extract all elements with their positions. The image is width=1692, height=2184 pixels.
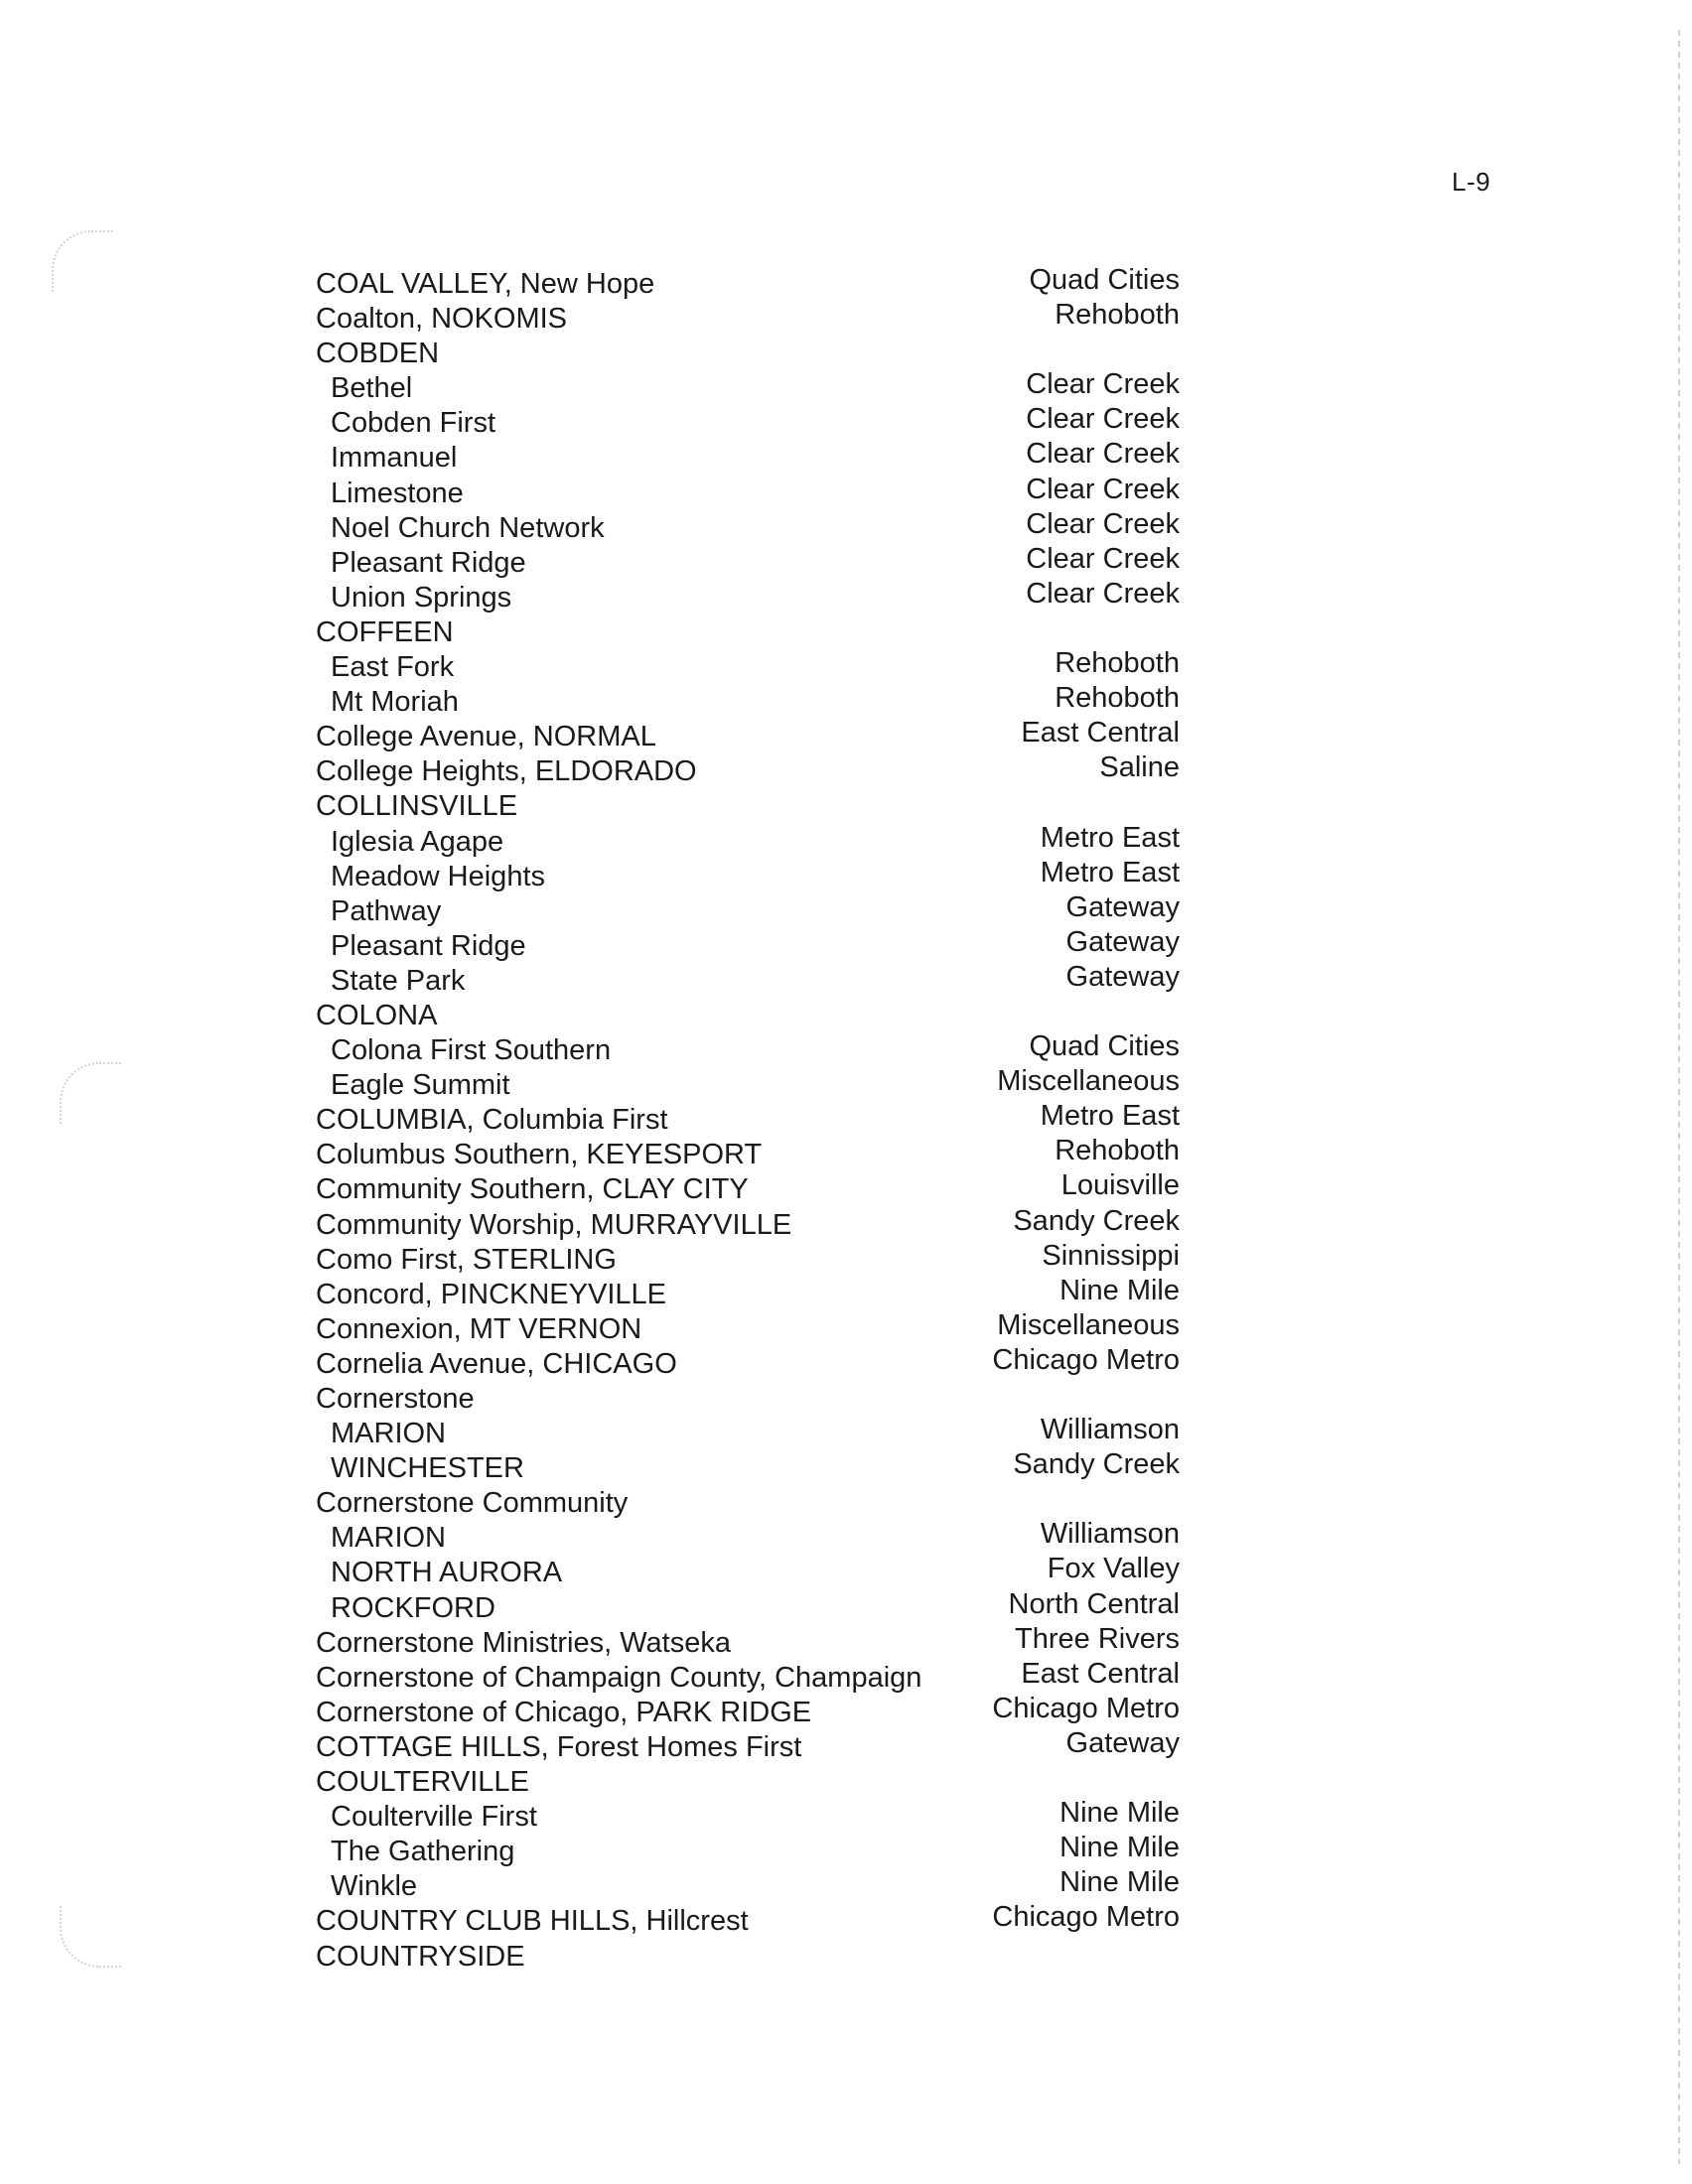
listing-row (316, 1587, 1180, 1627)
church-name: MARION (331, 1418, 446, 1450)
association-name: Louisville (1060, 1169, 1180, 1202)
church-name: Pleasant Ridge (331, 929, 526, 962)
location-entry: College Avenue, NORMAL (316, 721, 656, 753)
church-name: The Gathering (331, 1836, 515, 1868)
church-name: Immanuel (331, 442, 458, 475)
association-name: Sandy Creek (1013, 1448, 1180, 1481)
association-name: Miscellaneous (997, 1308, 1180, 1341)
church-name: NORTH AURORA (331, 1557, 563, 1589)
listing-row (316, 1383, 1180, 1418)
scan-edge-line (1678, 30, 1680, 2164)
church-name: Bethel (331, 372, 413, 405)
location-entry: Community Southern, CLAY CITY (316, 1173, 749, 1206)
association-name: Gateway (1065, 1726, 1180, 1759)
church-name: Limestone (331, 477, 464, 509)
listing-row (316, 1274, 1180, 1313)
listing-row (316, 473, 1180, 512)
association-name: Chicago Metro (992, 1692, 1180, 1724)
association-name: Williamson (1040, 1518, 1180, 1551)
listing-row (316, 1239, 1180, 1279)
listing-row (316, 1941, 1180, 1976)
association-name: Rehoboth (1055, 299, 1180, 332)
association-name: Saline (1099, 751, 1180, 784)
association-name: Metro East (1040, 1100, 1180, 1133)
listing-row (316, 1414, 1180, 1452)
listing-row (316, 1901, 1180, 1940)
association-name: Clear Creek (1026, 507, 1180, 540)
location-entry: Community Worship, MURRAYVILLE (316, 1208, 792, 1241)
listing-row (316, 1030, 1180, 1069)
association-name: Nine Mile (1059, 1274, 1180, 1306)
association-name: Chicago Metro (992, 1901, 1180, 1934)
listing-row (316, 338, 1180, 372)
listing-row (316, 1832, 1180, 1870)
punch-hole-mark (52, 230, 113, 292)
listing-row (316, 1308, 1180, 1348)
listing-row (316, 1866, 1180, 1905)
church-name: State Park (331, 964, 466, 997)
location-entry: Como First, STERLING (316, 1243, 617, 1276)
listing-row (316, 890, 1180, 930)
church-name: Pathway (331, 894, 442, 927)
location-entry: Cornerstone of Champaign County, Champaign (316, 1661, 922, 1694)
church-name: Coulterville First (331, 1801, 537, 1834)
listing-row (316, 438, 1180, 477)
location-entry: Concord, PINCKNEYVILLE (316, 1278, 666, 1310)
listing-row (316, 1553, 1180, 1591)
church-name: Union Springs (331, 581, 512, 614)
listing-row (316, 717, 1180, 755)
listing-row (316, 1169, 1180, 1208)
association-name: Gateway (1065, 925, 1180, 958)
association-name: Sandy Creek (1013, 1204, 1180, 1237)
listing-row (316, 960, 1180, 1000)
church-name: Noel Church Network (331, 511, 605, 544)
listing-row (316, 1518, 1180, 1557)
location-entry: Cornerstone (316, 1383, 475, 1415)
listing-row (316, 616, 1180, 651)
listing-row (316, 1204, 1180, 1244)
association-name: Chicago Metro (992, 1343, 1180, 1376)
church-name: East Fork (331, 651, 455, 684)
association-name: Nine Mile (1059, 1832, 1180, 1864)
association-name: Clear Creek (1026, 368, 1180, 401)
association-name: Quad Cities (1029, 1030, 1180, 1063)
location-entry: COUNTRYSIDE (316, 1940, 525, 1973)
association-name: Rehoboth (1055, 647, 1180, 680)
location-entry: COLUMBIA, Columbia First (316, 1104, 668, 1137)
listing-row (316, 1065, 1180, 1104)
listing-row (316, 1726, 1180, 1766)
association-name: Clear Creek (1026, 473, 1180, 505)
association-name: Clear Creek (1026, 438, 1180, 471)
association-name: Miscellaneous (997, 1065, 1180, 1098)
church-name: Meadow Heights (331, 860, 545, 892)
association-name: Clear Creek (1026, 403, 1180, 436)
listing-row (316, 751, 1180, 790)
church-name: Winkle (331, 1870, 418, 1903)
listing-row (316, 925, 1180, 965)
listing-row (316, 1000, 1180, 1034)
listing-row (316, 1343, 1180, 1383)
association-name: East Central (1021, 1657, 1180, 1690)
listing-row (316, 1448, 1180, 1487)
association-name: Gateway (1065, 960, 1180, 993)
listing-row (316, 1766, 1180, 1801)
location-entry: Connexion, MT VERNON (316, 1312, 642, 1345)
association-name: East Central (1021, 717, 1180, 750)
church-name: WINCHESTER (331, 1452, 524, 1485)
listing-row (316, 299, 1180, 338)
listing-row (316, 1135, 1180, 1173)
church-name: MARION (331, 1522, 446, 1555)
listing-row (316, 542, 1180, 582)
association-name: Rehoboth (1055, 682, 1180, 715)
church-listing (316, 264, 1180, 1976)
listing-row (316, 1100, 1180, 1139)
listing-row (316, 1622, 1180, 1662)
listing-row (316, 647, 1180, 686)
association-name: Nine Mile (1059, 1797, 1180, 1830)
listing-row (316, 821, 1180, 861)
location-entry: Cornerstone Community (316, 1487, 629, 1520)
church-name: Iglesia Agape (331, 825, 504, 858)
church-name: Pleasant Ridge (331, 546, 526, 579)
listing-row (316, 1657, 1180, 1697)
location-entry: Cornerstone of Chicago, PARK RIDGE (316, 1696, 812, 1728)
association-name: Clear Creek (1026, 542, 1180, 575)
location-entry: Cornelia Avenue, CHICAGO (316, 1347, 677, 1380)
listing-row (316, 368, 1180, 407)
location-entry: Columbus Southern, KEYESPORT (316, 1139, 763, 1171)
association-name: Metro East (1040, 821, 1180, 854)
association-name: Quad Cities (1029, 264, 1180, 296)
listing-row (316, 264, 1180, 303)
location-entry: COUNTRY CLUB HILLS, Hillcrest (316, 1905, 749, 1938)
church-name: Mt Moriah (331, 686, 459, 719)
association-name: Fox Valley (1047, 1553, 1180, 1585)
listing-row (316, 1797, 1180, 1836)
punch-hole-mark (60, 1906, 121, 1968)
location-entry: COAL VALLEY, New Hope (316, 268, 655, 300)
location-entry: COTTAGE HILLS, Forest Homes First (316, 1730, 802, 1763)
listing-row (316, 1692, 1180, 1731)
association-name: Gateway (1065, 890, 1180, 923)
church-name: Cobden First (331, 407, 496, 440)
location-entry: Cornerstone Ministries, Watseka (316, 1626, 731, 1659)
listing-row (316, 507, 1180, 547)
association-name: North Central (1008, 1587, 1180, 1620)
listing-row (316, 856, 1180, 895)
listing-row (316, 682, 1180, 721)
location-entry: COBDEN (316, 338, 440, 370)
location-entry: COLLINSVILLE (316, 790, 518, 823)
church-name: Eagle Summit (331, 1069, 510, 1102)
association-name: Rehoboth (1055, 1135, 1180, 1167)
punch-hole-mark (60, 1062, 121, 1124)
location-entry: Coalton, NOKOMIS (316, 303, 568, 336)
listing-row (316, 403, 1180, 442)
location-entry: COFFEEN (316, 615, 454, 648)
association-name: Clear Creek (1026, 577, 1180, 610)
location-entry: COULTERVILLE (316, 1766, 529, 1799)
page-number: L-9 (1452, 167, 1491, 197)
location-entry: College Heights, ELDORADO (316, 755, 697, 788)
listing-row (316, 577, 1180, 616)
church-name: ROCKFORD (331, 1591, 495, 1624)
church-name: Colona First Southern (331, 1034, 612, 1067)
association-name: Metro East (1040, 856, 1180, 888)
location-entry: COLONA (316, 999, 438, 1031)
listing-row (316, 1487, 1180, 1522)
association-name: Williamson (1040, 1414, 1180, 1446)
association-name: Three Rivers (1015, 1622, 1180, 1655)
association-name: Sinnissippi (1042, 1239, 1180, 1272)
listing-row (316, 790, 1180, 825)
association-name: Nine Mile (1059, 1866, 1180, 1899)
